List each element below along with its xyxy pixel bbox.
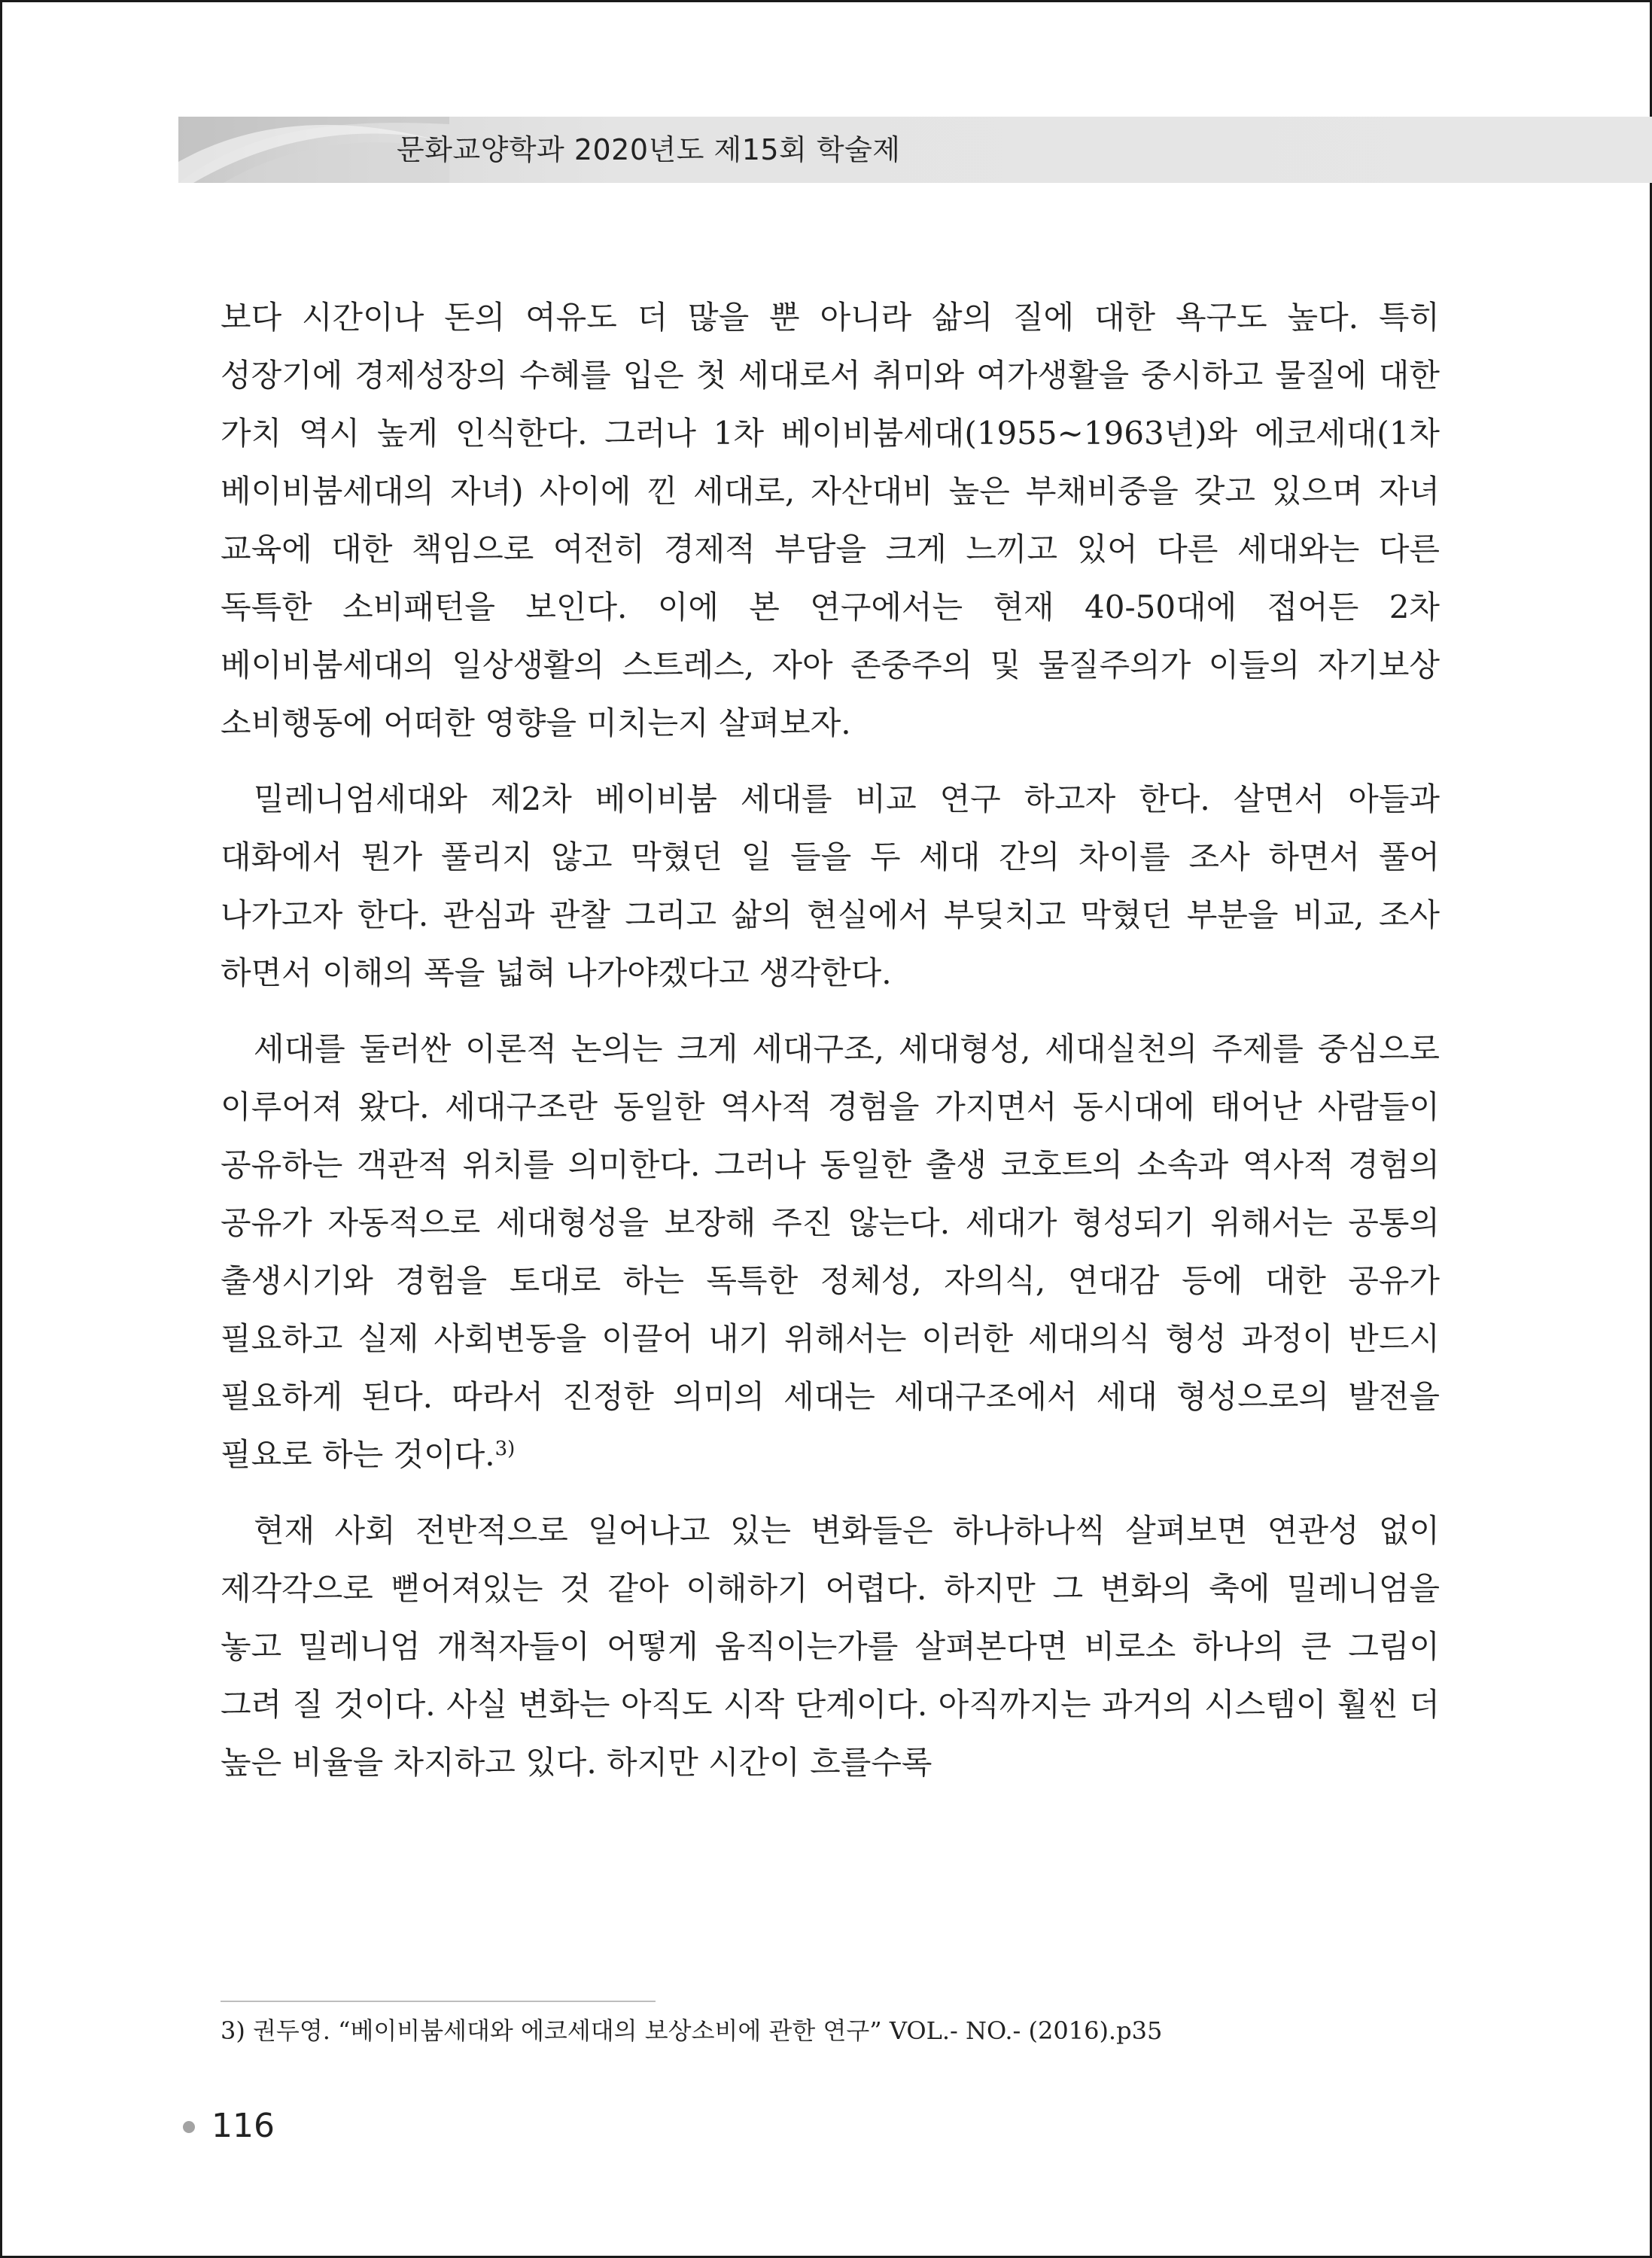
paragraph-3-text: 세대를 둘러싼 이론적 논의는 크게 세대구조, 세대형성, 세대실천의 주제를 중심으로 이루어져 왔다. 세대구조란 동일한 역사적 경험을 가지면서 동시대에 태어난 사람들이 공유하는 객관적 위치를 의미한다. 그러나 동일한 출생 코호트의 소속과 역사적 경험의 공유가 자동적으로 세대형성을 보장해 주진 않는다. 세대가 형성되기 위해서는 공통의 출생시기와 경험을 토대로 하는 독특한 정체성, 자의식, 연대감 등에 대한 공유가 필요하고 실제 사회변동을 이끌어 내기 위해서는 이러한 세대의식 형성 과정이 반드시 필요하게 된다. 따라서 진정한 의미의 세대는 세대구조에서 세대 형성으로의 발전을 필요로 하는 것이다. xyxy=(221,1030,1440,1473)
paragraph-2 xyxy=(221,770,1440,1002)
header-title: 문화교양학과 2020년도 제15회 학술제 xyxy=(397,133,901,166)
paragraph-4 xyxy=(221,1502,1440,1791)
footnote-reference[interactable]: 3) xyxy=(494,1438,516,1460)
paragraph-3 xyxy=(221,1020,1440,1484)
page-number-bullet-icon xyxy=(183,2121,195,2133)
paragraph-1 xyxy=(221,288,1440,752)
page-number: 116 xyxy=(211,2107,275,2145)
paragraph-1-text: 보다 시간이나 돈의 여유도 더 많을 뿐 아니라 삶의 질에 대한 욕구도 높다. 특히 성장기에 경제성장의 수혜를 입은 첫 세대로서 취미와 여가생활을 중시하고 물질에 대한 가치 역시 높게 인식한다. 그러나 1차 베이비붐세대(1955~1963년)와 에코세대(1차 베이비붐세대의 자녀) 사이에 낀 세대로, 자산대비 높은 부채비중을 갖고 있으며 자녀 교육에 대한 책임으로 여전히 경제적 부담을 크게 느끼고 있어 다른 세대와는 다른 독특한 소비패턴을 보인다. 이에 본 연구에서는 현재 40-50대에 접어든 2차 베이비붐세대의 일상생활의 스트레스, 자아 존중주의 및 물질주의가 이들의 자기보상 소비행동에 어떠한 영향을 미치는지 살펴보자. xyxy=(221,299,1440,741)
running-header xyxy=(178,117,1652,183)
footnote-divider xyxy=(221,2001,656,2002)
paragraph-2-text: 밀레니엄세대와 제2차 베이비붐 세대를 비교 연구 하고자 한다. 살면서 아들과 대화에서 뭔가 풀리지 않고 막혔던 일 들을 두 세대 간의 차이를 조사 하면서 풀어 나가고자 한다. 관심과 관찰 그리고 삶의 현실에서 부딪치고 막혔던 부분을 비교, 조사 하면서 이해의 폭을 넓혀 나가야겠다고 생각한다. xyxy=(221,781,1440,991)
paragraph-4-text: 현재 사회 전반적으로 일어나고 있는 변화들은 하나하나씩 살펴보면 연관성 없이 제각각으로 뻗어져있는 것 같아 이해하기 어렵다. 하지만 그 변화의 축에 밀레니엄을 놓고 밀레니엄 개척자들이 어떻게 움직이는가를 살펴본다면 비로소 하나의 큰 그림이 그려 질 것이다. 사실 변화는 아직도 시작 단계이다. 아직까지는 과거의 시스템이 훨씬 더 높은 비율을 차지하고 있다. 하지만 시간이 흐를수록 xyxy=(221,1512,1440,1781)
body-text xyxy=(221,288,1440,1809)
footnote: 3) 권두영. “베이비붐세대와 에코세대의 보상소비에 관한 연구” VOL.- NO.- (2016).p35 xyxy=(221,2016,1163,2045)
